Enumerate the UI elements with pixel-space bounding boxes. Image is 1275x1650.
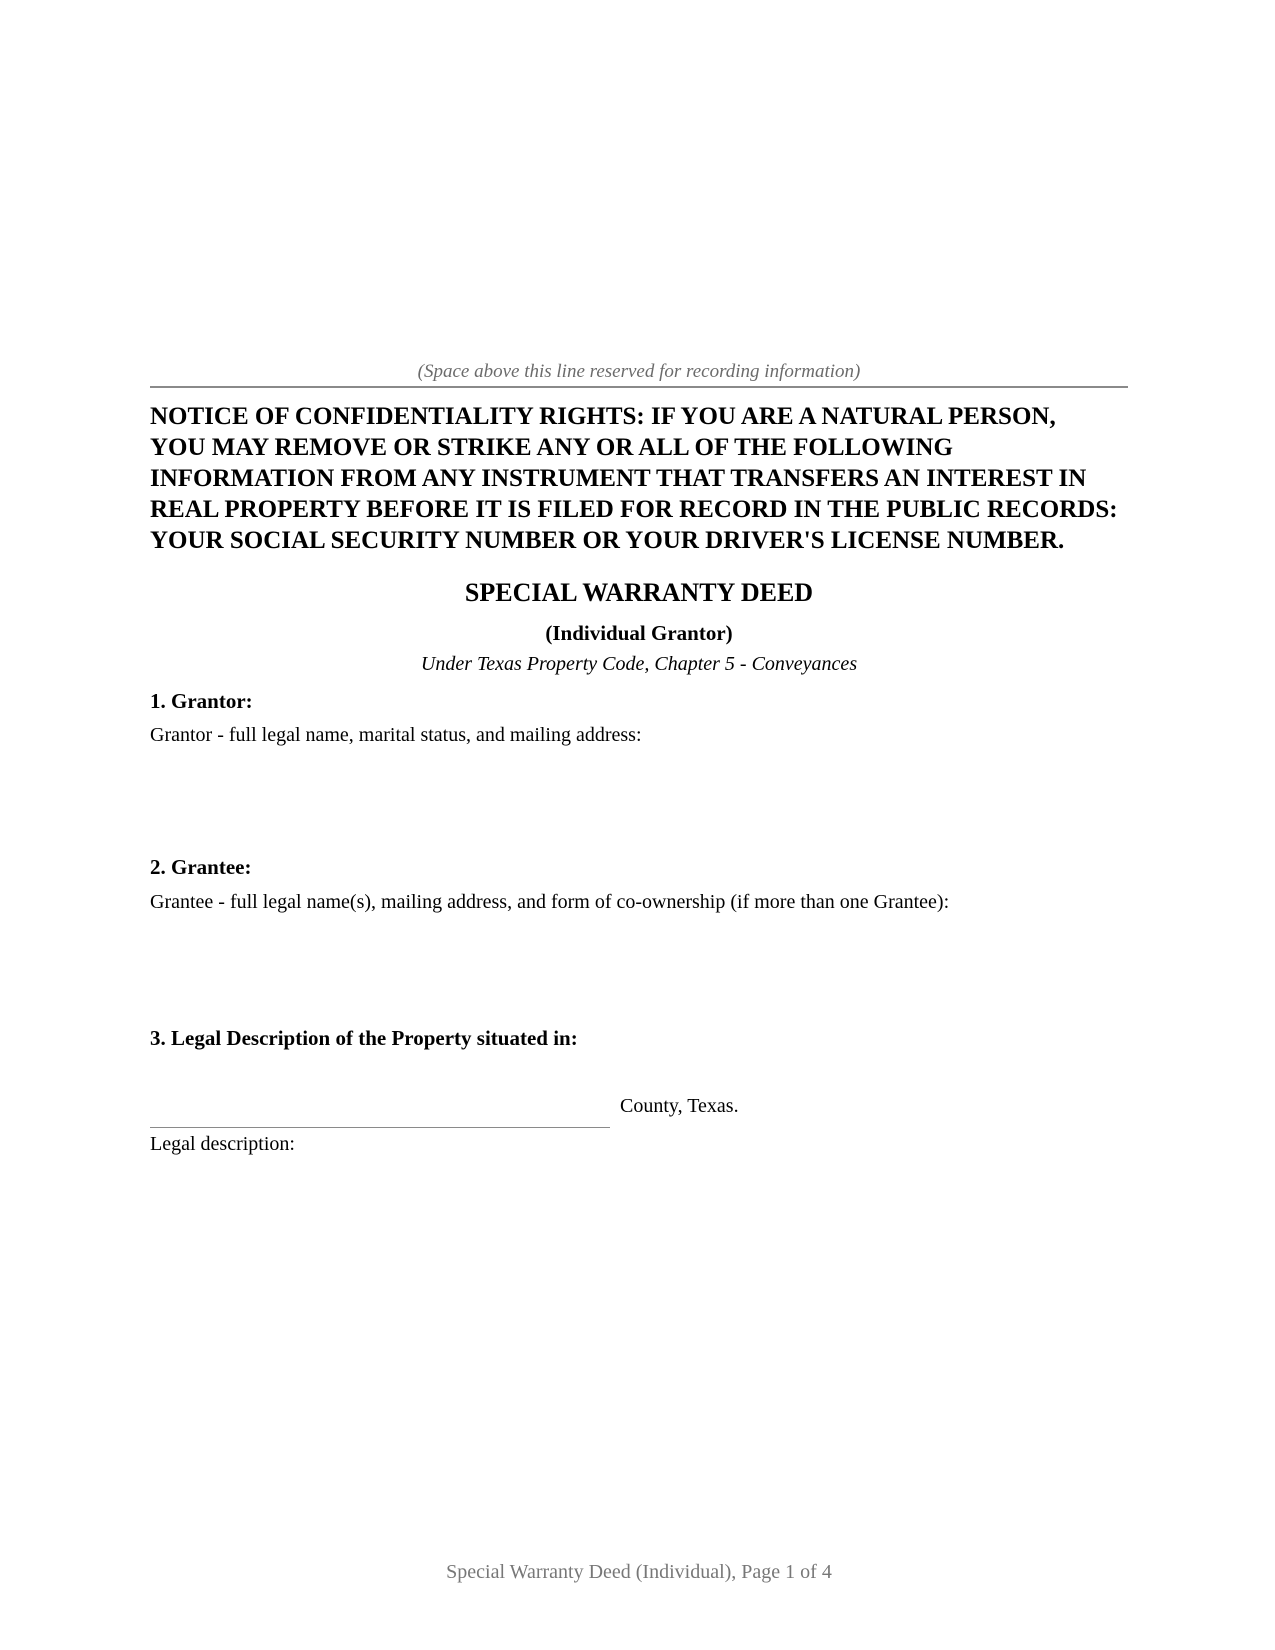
grantee-label: Grantee - full legal name(s), mailing address, and form of co-ownership (if more than one Grantee): bbox=[150, 891, 950, 913]
grantee-heading: 2. Grantee: bbox=[150, 855, 252, 879]
notice-line: INFORMATION FROM ANY INSTRUMENT THAT TRANSFERS AN INTEREST IN bbox=[150, 465, 1087, 492]
grantor-label: Grantor - full legal name, marital status, and mailing address: bbox=[150, 724, 642, 746]
document-subtitle: (Individual Grantor) bbox=[545, 621, 733, 645]
notice-line: NOTICE OF CONFIDENTIALITY RIGHTS: IF YOU ARE A NATURAL PERSON, bbox=[150, 403, 1056, 430]
recording-space-note: (Space above this line reserved for recording information) bbox=[417, 361, 861, 382]
page-footer: Special Warranty Deed (Individual), Page 1 of 4 bbox=[446, 1561, 832, 1583]
legal-description-label: Legal description: bbox=[150, 1133, 295, 1155]
property-heading: 3. Legal Description of the Property situated in: bbox=[150, 1026, 578, 1050]
notice-line: REAL PROPERTY BEFORE IT IS FILED FOR RECORD IN THE PUBLIC RECORDS: bbox=[150, 496, 1118, 523]
document-title: SPECIAL WARRANTY DEED bbox=[464, 578, 814, 607]
notice-line: YOUR SOCIAL SECURITY NUMBER OR YOUR DRIVER'S LICENSE NUMBER. bbox=[150, 527, 1065, 554]
confidentiality-notice bbox=[150, 401, 1140, 556]
recording-divider bbox=[150, 386, 1128, 388]
county-suffix: County, Texas. bbox=[620, 1095, 739, 1117]
grantor-heading: 1. Grantor: bbox=[150, 689, 253, 713]
county-blank-line[interactable] bbox=[150, 1127, 610, 1128]
statute-reference: Under Texas Property Code, Chapter 5 - Conveyances bbox=[420, 653, 858, 675]
notice-line: YOU MAY REMOVE OR STRIKE ANY OR ALL OF THE FOLLOWING bbox=[150, 434, 953, 461]
